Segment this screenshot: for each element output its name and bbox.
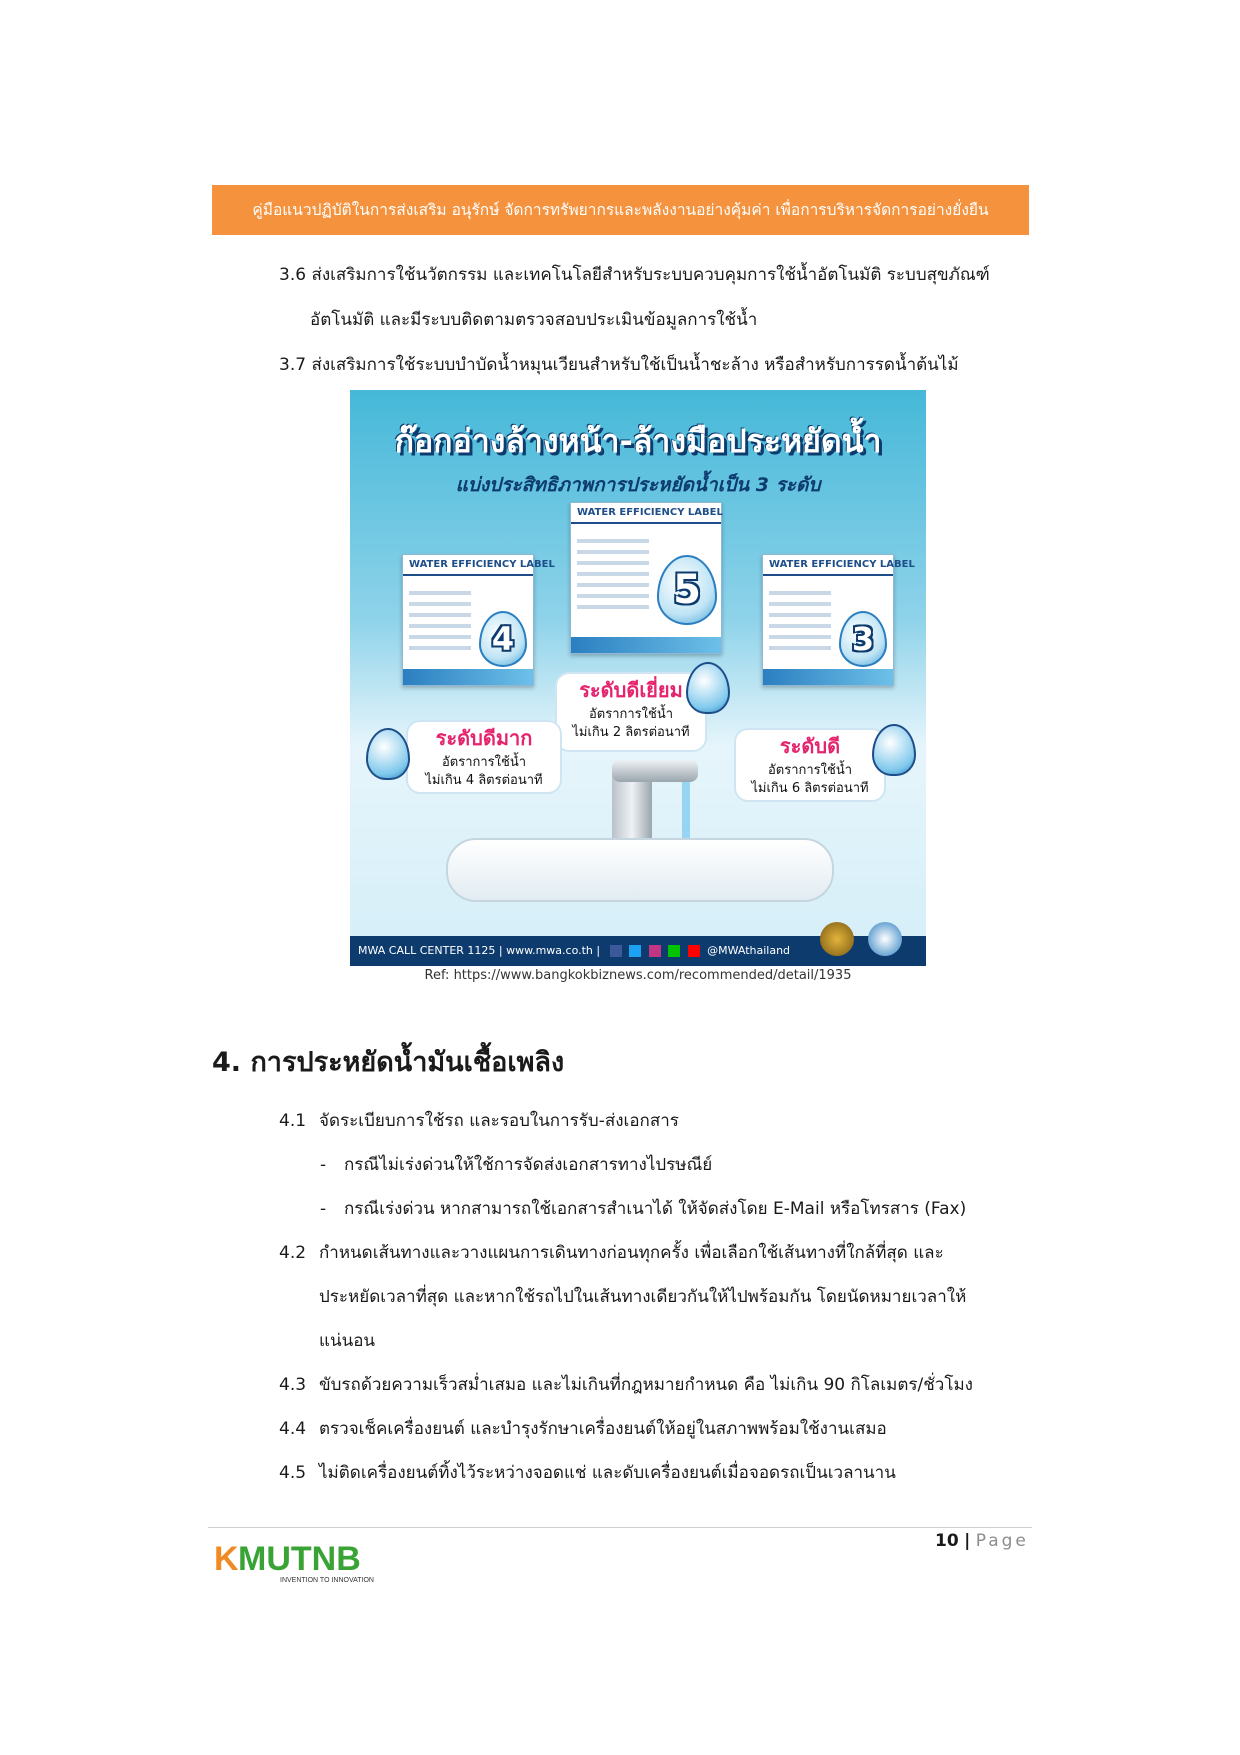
sink-basin-icon: [446, 838, 834, 902]
footer-divider: [208, 1527, 1032, 1528]
document-header-bar: [212, 185, 1029, 235]
item-4-1: 4.1 จัดระเบียบการใช้รถ และรอบในการรับ-ส่งเอกสาร: [279, 1111, 679, 1131]
logo-k: K: [214, 1540, 239, 1578]
infographic-subtitle: แบ่งประสิทธิภาพการประหยัดน้ำเป็น 3 ระดับ: [455, 474, 821, 496]
item-4-3: 4.3 ขับรถด้วยความเร็วสม่ำเสมอ และไม่เกินที่กฎหมายกำหนด คือ ไม่เกิน 90 กิโลเมตร/ชั่วโมง: [279, 1375, 973, 1395]
item-4-2-line-2: ประหยัดเวลาที่สุด และหากใช้รถไปในเส้นทางเดียวกันให้ไปพร้อมกัน โดยนัดหมายเวลาให้: [319, 1287, 967, 1307]
instagram-icon: [649, 945, 661, 957]
logo-tagline: INVENTION TO INNOVATION: [280, 1577, 374, 1584]
kmutnb-logo-icon: [214, 1538, 384, 1584]
level-bubble-good: [734, 728, 886, 802]
water-label-card-4: [402, 554, 555, 686]
mwa-call-center-text: MWA CALL CENTER 1125 | www.mwa.co.th |: [358, 944, 601, 957]
level-bubble-very-good: [406, 720, 562, 794]
social-handle: @MWAthailand: [707, 944, 791, 957]
card-form-lines: [769, 591, 831, 657]
level-name: ระดับดี: [779, 734, 841, 758]
water-drop-mascot-icon: [686, 662, 730, 714]
item-3-6-line-1: 3.6 ส่งเสริมการใช้นวัตกรรม และเทคโนโลยีสำหรับระบบควบคุมการใช้น้ำอัตโนมัติ ระบบสุขภัณฑ์: [279, 265, 990, 285]
logo-rest: MUTNB: [238, 1540, 361, 1578]
section-4-heading: 4. การประหยัดน้ำมันเชื้อเพลิง: [212, 1047, 565, 1078]
card-footer-wave: [403, 669, 533, 685]
item-4-4: 4.4 ตรวจเช็คเครื่องยนต์ และบำรุงรักษาเครื่องยนต์ให้อยู่ในสภาพพร้อมใช้งานเสมอ: [279, 1419, 887, 1439]
water-drop-icon: 4: [479, 611, 527, 667]
rate-label: อัตราการใช้น้ำ: [441, 755, 527, 770]
rate-label: อัตราการใช้น้ำ: [588, 707, 674, 722]
item-4-2-line-3: แน่นอน: [319, 1331, 376, 1351]
water-label-card-3: [762, 554, 915, 686]
facebook-icon: [610, 945, 622, 957]
faucet-spout-icon: [612, 760, 698, 782]
water-drop-mascot-icon: [872, 724, 916, 776]
water-efficiency-infographic: [350, 390, 926, 966]
rate-label: อัตราการใช้น้ำ: [767, 763, 853, 778]
card-label-text: WATER EFFICIENCY LABEL: [571, 503, 721, 524]
item-3-7: 3.7 ส่งเสริมการใช้ระบบบำบัดน้ำหมุนเวียนสำหรับใช้เป็นน้ำชะล้าง หรือสำหรับการรดน้ำต้นไม้: [279, 355, 959, 375]
card-footer-wave: [763, 669, 893, 685]
item-4-1-bullet-1: - กรณีไม่เร่งด่วนให้ใช้การจัดส่งเอกสารทางไปรษณีย์: [320, 1155, 713, 1175]
mwa-seal-icon: [868, 922, 902, 956]
item-4-2: 4.2 กำหนดเส้นทางและวางแผนการเดินทางก่อนทุกครั้ง เพื่อเลือกใช้เส้นทางที่ใกล้ที่สุด และ: [279, 1243, 944, 1263]
twitter-icon: [629, 945, 641, 957]
item-4-1-bullet-2: - กรณีเร่งด่วน หากสามารถใช้เอกสารสำเนาได้ ให้จัดส่งโดย E-Mail หรือโทรสาร (Fax): [320, 1199, 967, 1219]
youtube-icon: [688, 945, 700, 957]
card-form-lines: [409, 591, 471, 657]
line-icon: [668, 945, 680, 957]
rate-value: ไม่เกิน 4 ลิตรต่อนาที: [425, 773, 543, 788]
level-name: ระดับดีเยี่ยม: [579, 678, 683, 702]
water-drop-icon: 5: [657, 555, 717, 625]
item-3-6-line-2: อัตโนมัติ และมีระบบติดตามตรวจสอบประเมินข้อมูลการใช้น้ำ: [310, 310, 758, 330]
card-label-text: WATER EFFICIENCY LABEL: [763, 555, 893, 576]
image-reference: Ref: https://www.bangkokbiznews.com/recommended/detail/1935: [424, 968, 852, 983]
water-label-card-5: [570, 502, 722, 654]
water-drop-mascot-icon: [366, 728, 410, 780]
document-header-title: คู่มือแนวปฏิบัติในการส่งเสริม อนุรักษ์ จัดการทรัพยากรและพลังงานอย่างคุ้มค่า เพื่อการบริหารจัดการอย่างยั่งยืน: [252, 201, 989, 219]
card-form-lines: [577, 539, 649, 616]
infographic-title: ก๊อกอ่างล้างหน้า-ล้างมือประหยัดน้ำ: [394, 422, 882, 460]
water-drop-icon: 3: [839, 611, 887, 667]
card-footer-wave: [571, 637, 721, 653]
rate-value: ไม่เกิน 6 ลิตรต่อนาที: [751, 781, 869, 796]
page-number: 10 | Page: [935, 1531, 1029, 1551]
rate-value: ไม่เกิน 2 ลิตรต่อนาที: [572, 725, 690, 740]
item-4-5: 4.5 ไม่ติดเครื่องยนต์ทิ้งไว้ระหว่างจอดแช่ และดับเครื่องยนต์เมื่อจอดรถเป็นเวลานาน: [279, 1463, 896, 1483]
level-bubble-excellent: [555, 672, 707, 752]
level-name: ระดับดีมาก: [435, 726, 533, 750]
card-label-text: WATER EFFICIENCY LABEL: [403, 555, 533, 576]
government-seal-icon: [820, 922, 854, 956]
